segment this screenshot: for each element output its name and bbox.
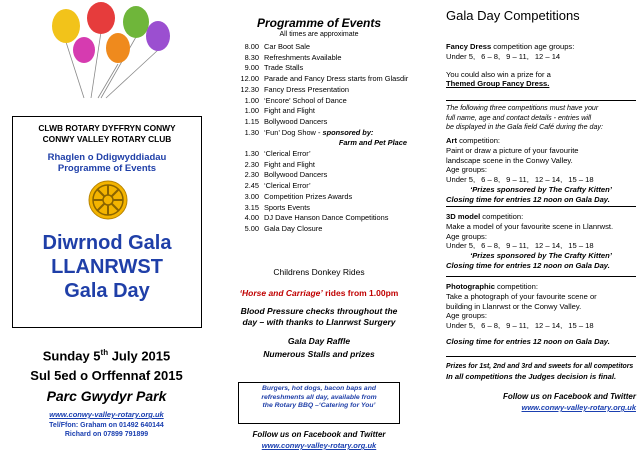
event-row: 8.00 Car Boot Sale <box>244 42 311 51</box>
competitions-heading: Gala Day Competitions <box>446 8 580 23</box>
date-welsh: Sul 5ed o Orffennaf 2015 <box>30 368 183 383</box>
rhaglen-welsh: Rhaglen o Ddigwyddiadau <box>47 152 167 163</box>
events-list <box>229 42 421 235</box>
website-link[interactable]: www.conwy-valley-rotary.org.uk <box>261 441 377 450</box>
club-name-english: CONWY VALLEY ROTARY CLUB <box>42 134 172 144</box>
event-row: 2.30 Bollywood Dancers <box>244 170 328 180</box>
programme-subheading: All times are approximate <box>279 31 359 38</box>
judges-line: In all competitions the Judges decision is final. <box>446 372 617 381</box>
photo-section: Photographic competition: Take a photograph of your favourite scene or building in Llanrwst or the Conwy Valley. Age groups: Under 5, 6 – 8, 9 – 11, 12 – 14, 15 – 18 Closing time for entries 12 noon on Gala Day. <box>446 282 610 346</box>
cover-panel <box>0 0 213 462</box>
title-llanrwst: LLANRWST <box>51 256 163 278</box>
instructions: The following three competitions must have your full name, age and contact details - entries will be displayed in the Gala field Café during the day: <box>446 104 603 131</box>
title-gala-day: Gala Day <box>64 280 150 302</box>
blood-pressure-line1: Blood Pressure checks throughout the <box>240 306 398 316</box>
raffle: Gala Day Raffle <box>287 336 351 346</box>
event-row: 1.30 ‘Clerical Error’ <box>244 149 311 159</box>
art-section: Art competition: Paint or draw a picture of your favourite landscape scene in the Conwy Valley. Age groups: Under 5, 6 – 8, 9 – 11, 12 – 14, 15 – 18 ‘Prizes sponsored by The Crafty Kitten’ Closing time for entries 12 noon on Gala Day. <box>446 136 612 204</box>
catering-box: Burgers, hot dogs, bacon baps and refreshments all day, available from the Rotary BBQ –‘Catering for You’ <box>238 382 400 424</box>
event-row: 2.30 Fight and Flight <box>244 159 315 169</box>
event-row: 12.30 Fancy Dress Presentation <box>240 84 350 94</box>
event-row: 9.00 Trade Stalls <box>244 63 304 73</box>
website-link[interactable]: www.conwy-valley-rotary.org.uk <box>49 410 164 419</box>
horse-carriage: ‘Horse and Carriage’ rides from 1.00pm <box>239 288 399 298</box>
event-row: 1.00 Fight and Flight <box>244 106 315 116</box>
event-row: 1.00 ‘Encore’ School of Dance <box>244 95 347 105</box>
donkey-rides: Childrens Donkey Rides <box>273 267 365 277</box>
contact-richard: Richard on 07899 791899 <box>64 431 149 438</box>
event-row: 4.00 DJ Dave Hanson Dance Competitions <box>244 213 389 223</box>
club-info-box <box>12 116 202 328</box>
follow-us: Follow us on Facebook and Twitter <box>252 430 386 439</box>
blood-pressure-line2: day – with thanks to Llanrwst Surgery <box>242 317 396 327</box>
stalls: Numerous Stalls and prizes <box>263 349 375 359</box>
follow-us: Follow us on Facebook and Twitter <box>502 392 636 401</box>
programme-panel <box>213 0 425 462</box>
event-row: 12.00 Parade and Fancy Dress starts from Glasdir <box>240 74 409 84</box>
event-row: 5.00 Gala Day Closure <box>244 223 323 233</box>
event-row: 3.15 Sports Events <box>244 202 311 212</box>
fancy-dress-section: Fancy Dress competition age groups: Under 5, 6 – 8, 9 – 11, 12 – 14 You could also win a prize for a Themed Group Fancy Dress. <box>446 42 575 89</box>
title-diwrnod-gala: Diwrnod Gala <box>42 232 172 254</box>
date-english: Sunday 5th July 2015 <box>42 348 171 364</box>
event-row: 1.15 Bollywood Dancers <box>244 116 328 126</box>
model-section: 3D model competition: Make a model of your favourite scene in Llanrwst. Age groups: Under 5, 6 – 8, 9 – 11, 12 – 14, 15 – 18 ‘Prizes sponsored by The Crafty Kitten’ Closing time for entries 12 noon on Gala Day. <box>446 212 614 270</box>
website-link[interactable]: www.conwy-valley-rotary.org.uk <box>521 403 636 412</box>
event-row: 2.45 ‘Clerical Error’ <box>244 181 311 191</box>
venue: Parc Gwydyr Park <box>46 388 167 404</box>
contact-graham: Tel/Ffon: Graham on 01492 640144 <box>49 422 164 429</box>
prizes-line: Prizes for 1st, 2nd and 3rd and sweets for all competitors <box>446 363 634 370</box>
programme-heading: Programme of Events <box>256 16 382 30</box>
rhaglen-english: Programme of Events <box>57 163 157 174</box>
club-name-welsh: CLWB ROTARY DYFFRYN CONWY <box>38 123 176 133</box>
competitions-panel <box>425 0 640 462</box>
rotary-wheel-logo <box>87 179 129 221</box>
event-row: 3.00 Competition Prizes Awards <box>244 191 353 201</box>
event-row: 1.30 ‘Fun’ Dog Show - sponsored by: <box>244 127 374 137</box>
dog-show-sponsor: Farm and Pet Place <box>338 138 407 148</box>
balloons-illustration <box>6 2 206 102</box>
event-row: 8.30 Refreshments Available <box>244 52 342 62</box>
